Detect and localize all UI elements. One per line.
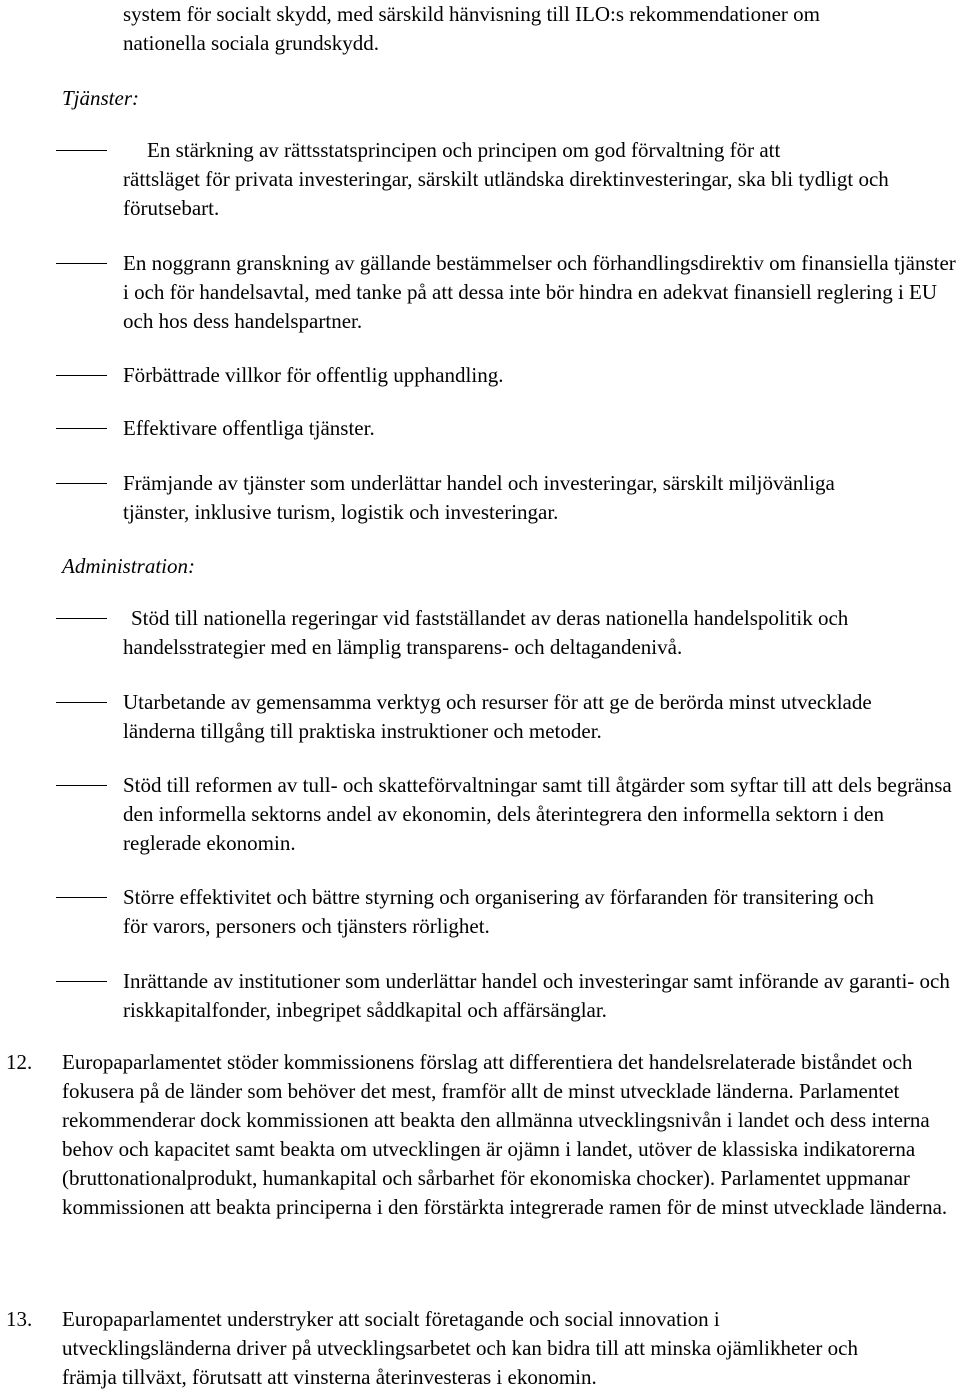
dash-marker — [56, 702, 107, 703]
paragraph-number: 13. — [6, 1307, 33, 1331]
dash-marker — [56, 897, 107, 898]
section-heading-tjanster: Tjänster: — [62, 86, 140, 110]
dash-marker — [56, 785, 107, 786]
list-item: Förbättrade villkor för offentlig upphandling. — [123, 363, 504, 387]
section-heading-administration: Administration: — [62, 554, 196, 578]
paragraph-number: 12. — [6, 1050, 33, 1074]
paragraph-text: Europaparlamentet stöder kommissionens förslag att differentiera det handelsrelaterade biståndet och fokusera på de länder som behöver det mest, framför allt de minst utvecklade länderna. Parlamentet rekommenderar dock kommissionen att beakta den allmänna utvecklingsnivån i landet och dess interna behov och kapacitet samt beakta om utvecklingen är ojämn i landet, utöver de klassiska indikatorerna (bruttonationalprodukt, humankapital och sårbarhet för ekonomiska chocker). Parlamentet uppmanar kommissionen att beakta principerna i den förstärkta integrerade ramen för de minst utvecklade länderna. — [62, 1050, 948, 1219]
dash-marker — [56, 618, 107, 619]
list-item-first-line: En stärkning av rättsstatsprincipen och principen om god förvaltning för att — [147, 138, 781, 162]
list-item: Större effektivitet och bättre styrning och organisering av förfaranden för transitering och för varors, personers och tjänsters rörlighet. — [123, 885, 874, 938]
intro-text — [123, 0, 960, 58]
intro-line-2: nationella sociala grundskydd. — [123, 31, 380, 55]
list-item — [123, 136, 923, 223]
list-item-rest: rättsläget för privata investeringar, särskilt utländska direktinvesteringar, ska bli tydligt och förutsebart. — [123, 167, 889, 220]
list-item: Stöd till nationella regeringar vid fastställandet av deras nationella handelspolitik och handelsstrategier med en lämplig transparens- och deltagandenivå. — [123, 606, 849, 659]
dash-marker — [56, 375, 107, 376]
list-item: Inrättande av institutioner som underlättar handel och investeringar samt införande av garanti- och riskkapitalfonder, inbegripet såddkapital och affärsänglar. — [123, 969, 950, 1022]
list-item: Stöd till reformen av tull- och skatteförvaltningar samt till åtgärder som syftar till att dels begränsa den informella sektorns andel av ekonomin, dels återintegrera den informella sektorn i den reglerade ekonomin. — [123, 773, 952, 855]
list-item: Utarbetande av gemensamma verktyg och resurser för att ge de berörda minst utvecklade länderna tillgång till praktiska instruktioner och metoder. — [123, 690, 872, 743]
intro-line-1: system för socialt skydd, med särskild hänvisning till ILO:s rekommendationer om — [123, 2, 820, 26]
list-item: Främjande av tjänster som underlättar handel och investeringar, särskilt miljövänliga tjänster, inklusive turism, logistik och investeringar. — [123, 471, 835, 524]
dash-marker — [56, 150, 107, 151]
numbered-paragraph — [0, 1305, 960, 1390]
dash-marker — [56, 981, 107, 982]
list-item: En noggrann granskning av gällande bestämmelser och förhandlingsdirektiv om finansiella tjänster i och för handelsavtal, med tanke på att dessa inte bör hindra en adekvat finansiell reglering i EU och hos dess handelspartner. — [123, 251, 956, 333]
numbered-paragraph — [0, 1048, 960, 1280]
dash-marker — [56, 483, 107, 484]
dash-marker — [56, 428, 107, 429]
list-item: Effektivare offentliga tjänster. — [123, 416, 375, 440]
paragraph-text: Europaparlamentet understryker att socialt företagande och social innovation i utvecklingsländerna driver på utvecklingsarbetet och kan bidra till att minska ojämlikheter och främja tillväxt, förutsatt att vinsterna återinvesteras i ekonomin. — [62, 1307, 858, 1389]
dash-marker — [56, 263, 107, 264]
